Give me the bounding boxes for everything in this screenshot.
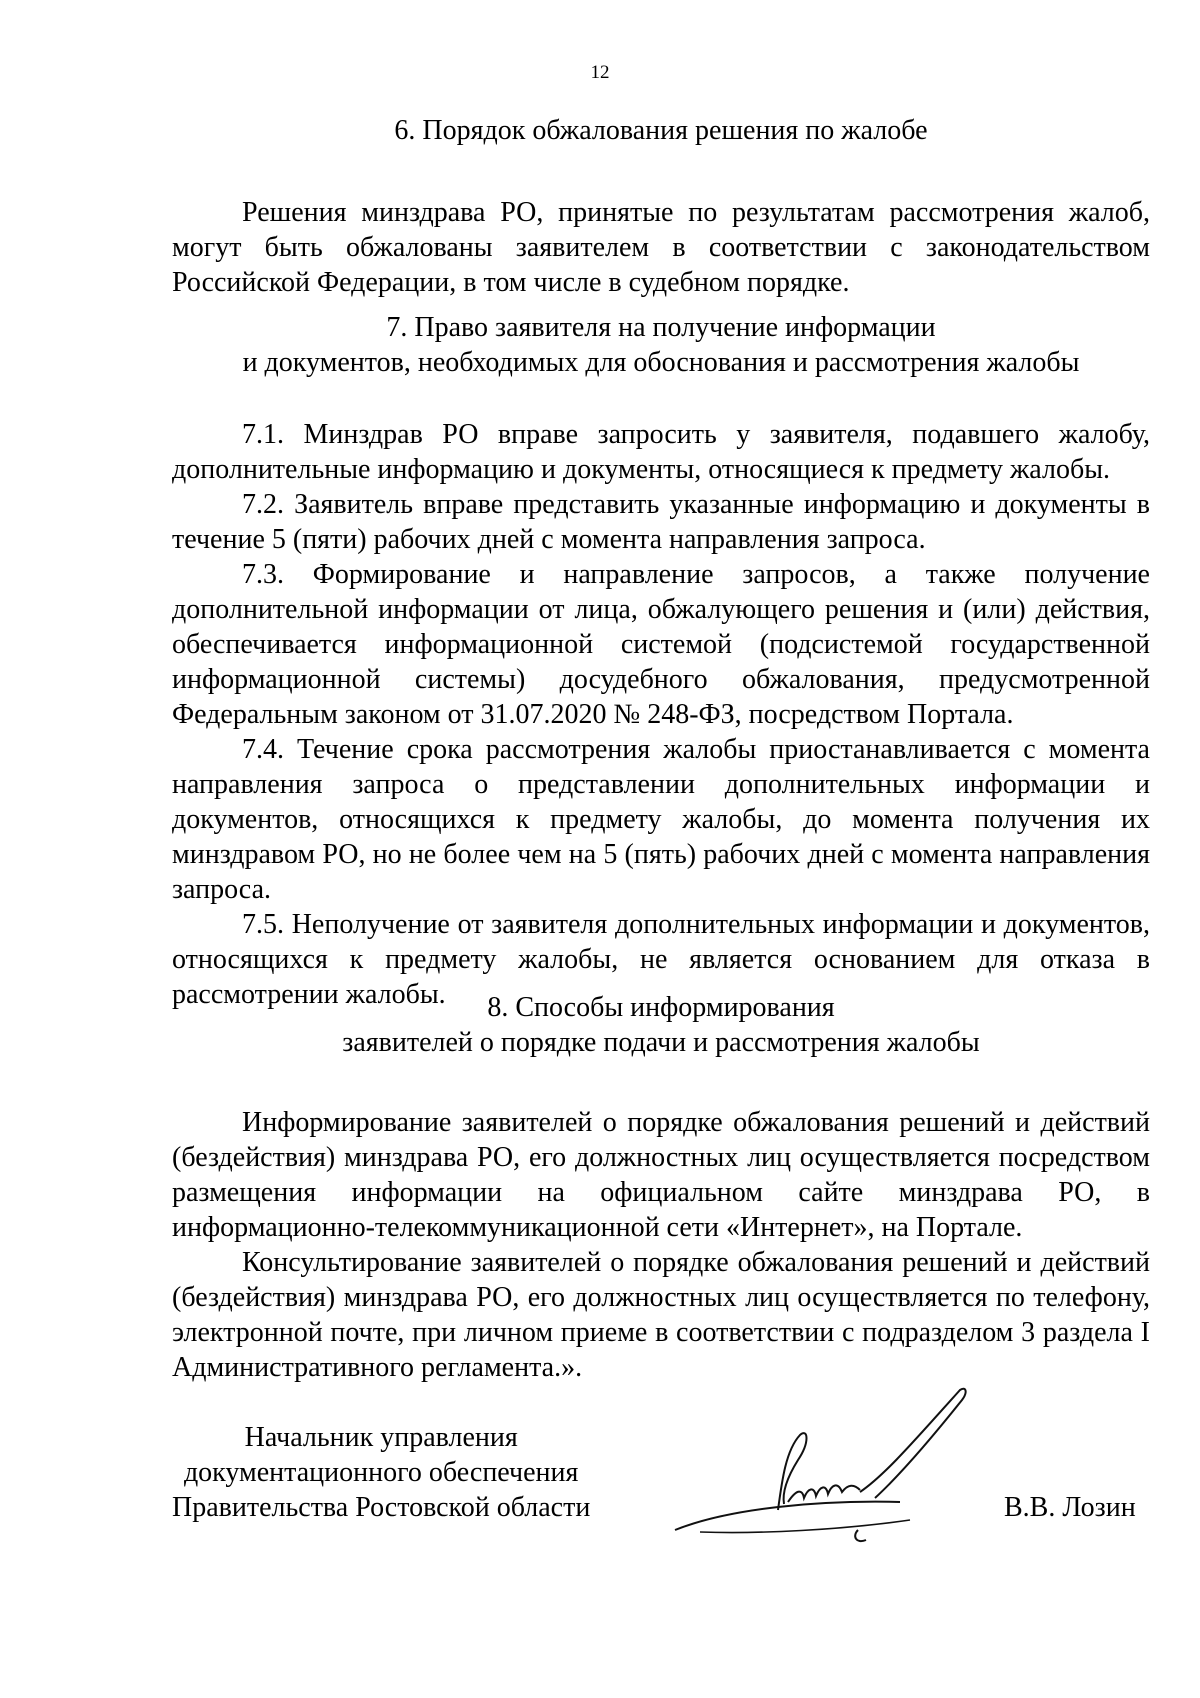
section-8	[172, 990, 1150, 1385]
section-8-paragraph-2: Консультирование заявителей о порядке обжалования решений и действий (бездействия) минздрава РО, его должностных лиц осуществляется по телефону, электронной почте, при личном приеме в соответствии с подразделом 3 раздела I Административного регламента.».	[172, 1247, 1150, 1383]
section-7-paragraph-7-1: 7.1. Минздрав РО вправе запросить у заявителя, подавшего жалобу, дополнительные информацию и документы, относящиеся к предмету жалобы.	[172, 419, 1150, 485]
section-7-paragraph-7-4: 7.4. Течение срока рассмотрения жалобы приостанавливается с момента направления запроса о представлении дополнительных информации и документов, относящихся к предмету жалобы, до момента получения их минздравом РО, но не более чем на 5 (пять) рабочих дней с момента направления запроса.	[172, 734, 1150, 905]
section-7-paragraph-7-3: 7.3. Формирование и направление запросов, а также получение дополнительной информации от лица, обжалующего решения и (или) действия, обеспечивается информационной системой (подсистемой государственной информационной системы) досудебного обжалования, предусмотренной Федеральным законом от 31.07.2020 № 248-ФЗ, посредством Портала.	[172, 559, 1150, 730]
page-number: 12	[590, 62, 610, 83]
signer-position-line2: документационного обеспечения	[183, 1457, 579, 1488]
section-7	[172, 310, 1150, 1012]
signer-position-line1: Начальник управления	[244, 1422, 518, 1453]
section-6-heading: 6. Порядок обжалования решения по жалобе	[394, 115, 928, 146]
section-7-paragraph-7-2: 7.2. Заявитель вправе представить указанные информацию и документы в течение 5 (пяти) рабочих дней с момента направления запроса.	[172, 489, 1150, 555]
section-7-paragraph-7-5: 7.5. Неполучение от заявителя дополнительных информации и документов, относящихся к предмету жалобы, не является основанием для отказа в рассмотрении жалобы.	[172, 909, 1150, 1010]
signer-position-line3: Правительства Ростовской области	[172, 1492, 591, 1523]
section-6	[172, 113, 1150, 300]
signer-name: В.В. Лозин	[1004, 1492, 1136, 1523]
section-7-heading-line1: 7. Право заявителя на получение информации	[386, 312, 936, 343]
section-6-paragraph: Решения минздрава РО, принятые по результатам рассмотрения жалоб, могут быть обжалованы заявителем в соответствии с законодательством Российской Федерации, в том числе в судебном порядке.	[172, 197, 1150, 298]
signature-title-block	[172, 1420, 590, 1525]
section-8-heading-line2: заявителей о порядке подачи и рассмотрения жалобы	[342, 1027, 980, 1058]
handwritten-signature	[670, 1380, 1000, 1550]
section-8-heading-line1: 8. Способы информирования	[487, 992, 835, 1023]
section-7-heading-line2: и документов, необходимых для обоснования и рассмотрения жалобы	[242, 347, 1080, 378]
section-8-paragraph-1: Информирование заявителей о порядке обжалования решений и действий (бездействия) минздрава РО, его должностных лиц осуществляется посредством размещения информации на официальном сайте минздрава РО, в информационно-телекоммуникационной сети «Интернет», на Портале.	[172, 1107, 1150, 1243]
